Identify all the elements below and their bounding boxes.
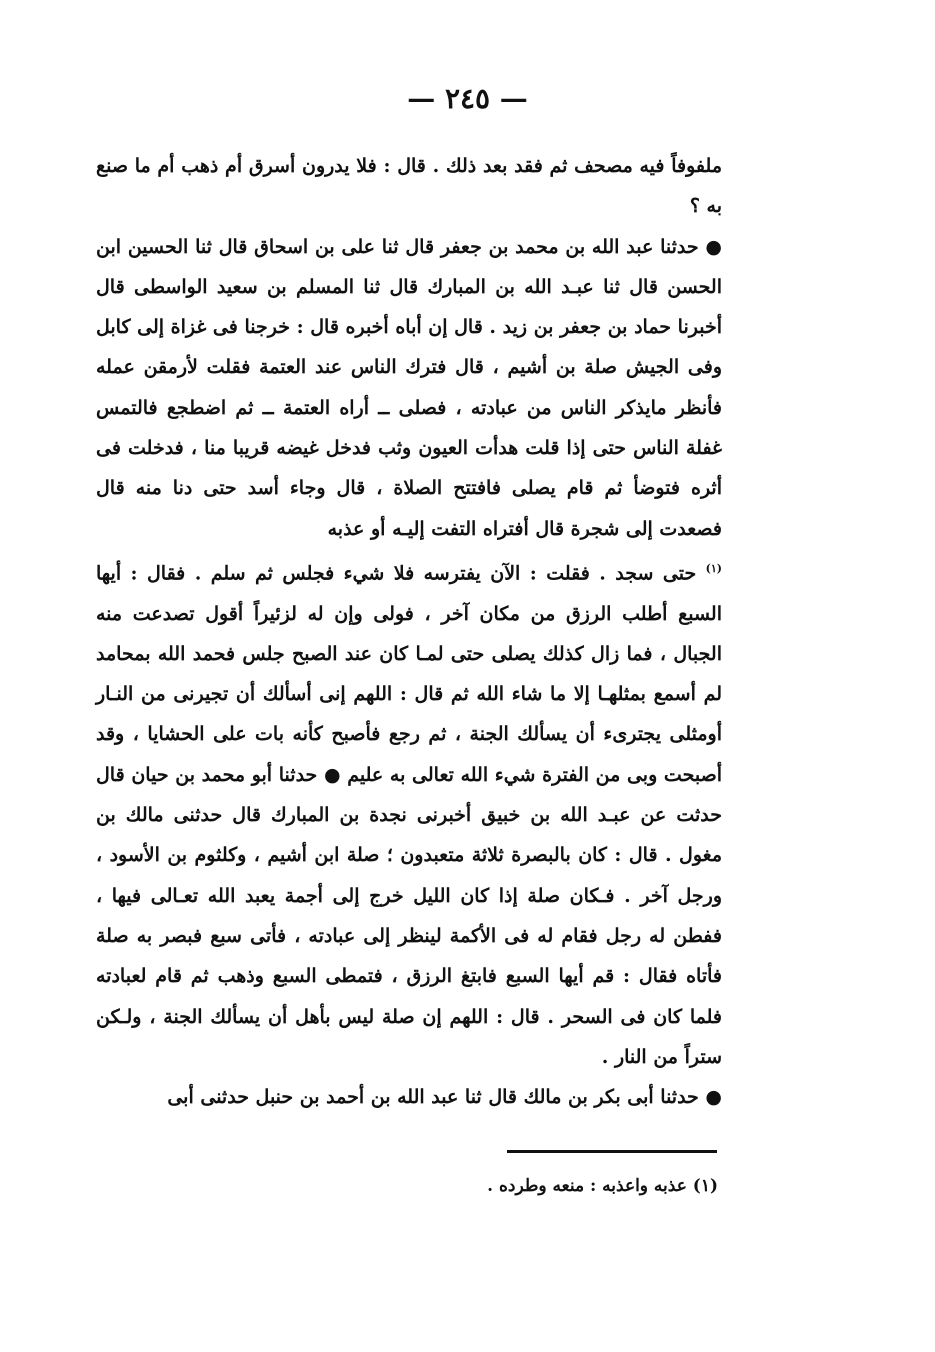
- footnote-divider: [507, 1150, 717, 1153]
- paragraph: ● حدثنا أبى بكر بن مالك قال ثنا عبد الله بن أحمد بن حنبل حدثنى أبى: [167, 1086, 722, 1109]
- footnote: (١) عذبه واعذبه : منعه وطرده .: [487, 1176, 718, 1196]
- page-number: — ٢٤٥ —: [407, 82, 528, 115]
- body-text: [96, 146, 722, 1117]
- paragraph: ● حدثنا عبد الله بن محمد بن جعفر قال ثنا على بن اسحاق قال ثنا الحسين ابن الحسن قال ثنا عبـد الله بن المبارك قال ثنا المسلم بن سعيد الواسطى قال أخبرنا حماد بن جعفر بن زيد . قال إن أباه أخبره قال : خرجنا فى غزاة إلى كابل وفى الجيش صلة بن أشيم ، قال فترك الناس عند العتمة فقلت لأرمقن عمله فأنظر مايذكر الناس من عبادته ، فصلى ــ أراه العتمة ــ ثم اضطجع فالتمس غفلة الناس حتى إذا قلت هدأت العيون وثب فدخل غيضه قريبا منا ، فدخلت فى أثره فتوضأ ثم قام يصلى فافتتح الصلاة ، قال وجاء أسد حتى دنا منه قال فصعدت إلى شجرة قال أفتراه التفت إليـه أو عذبه: [96, 235, 722, 540]
- footnote-reference: (١): [705, 561, 722, 575]
- paragraph: ملفوفاً فيه مصحف ثم فقد بعد ذلك . قال : فلا يدرون أسرق أم ذهب أم ما صنع به ؟: [96, 155, 722, 218]
- paragraph: حتى سجد . فقلت : الآن يفترسه فلا شيء فجلس ثم سلم . فقال : أيها السبع أطلب الرزق من مكان آخر ، فولى وإن له لزئيراً أقول تصدعت منه الجبال ، فما زال كذلك يصلى حتى لمـا كان عند الصبح جلس فحمد الله بمحامد لم أسمع بمثلهـا إلا ما شاء الله ثم قال : اللهم إنى أسألك أن تجيرنى من النـار أومثلى يجترىء أن يسألك الجنة ، ثم رجع فأصبح كأنه بات على الحشايا ، وقد أصبحت وبى من الفترة شيء الله تعالى به عليم ● حدثنا أبو محمد بن حيان قال حدثت عن عبـد الله بن خبيق أخبرنى نجدة بن المبارك قال حدثنى مالك بن مغول . قال : كان بالبصرة ثلاثة متعبدون ؛ صلة ابن أشيم ، وكلثوم بن الأسود ، ورجل آخر . فـكان صلة إذا كان الليل خرج إلى أجمة يعبد الله تعـالى فيها ، ففطن له رجل فقام له فى الأكمة لينظر إلى عبادته ، فأتى سبع فبصر به صلة فأتاه فقال : قم أيها السبع فابتغ الرزق ، فتمطى السبع وذهب ثم قام لعبادته فلما كان فى السحر . قال : اللهم إن صلة ليس بأهل أن يسألك الجنة ، ولـكن ستراً من النار .: [96, 562, 722, 1068]
